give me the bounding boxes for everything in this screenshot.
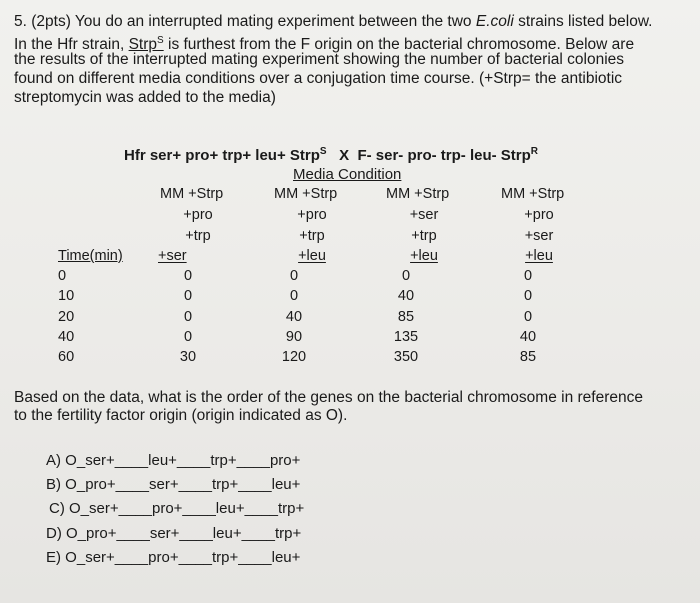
hfr-superscript: S [319,146,327,157]
value-cell-col-2: 40 [285,309,303,325]
answer-gene: ser+____ [89,500,152,517]
column-4-header-line-2: +pro [524,207,554,223]
answer-gene: pro+____ [85,476,149,493]
value-cell-col-2: 120 [281,349,307,365]
column-3-header-line-3: +trp [411,228,437,244]
answer-gene: ser+____ [85,549,149,566]
value-cell-col-4: 0 [523,268,533,284]
value-cell-col-1: 0 [183,268,193,284]
answer-letter: E) O_ [46,549,86,566]
answer-gene: trp+____ [211,549,272,566]
value-cell-col-2: 0 [289,288,299,304]
question-line-4: found on different media conditions over a conjugation time course. (+Strp= the antibiotic [14,70,623,87]
column-1-header-line-1: MM +Strp [160,186,224,202]
column-3-header-line-2: +ser [409,207,439,223]
cross-x: X [339,147,350,164]
answer-choice-c[interactable] [49,500,304,517]
answer-gene: pro+ [269,452,301,469]
column-1-header-line-4: +ser [158,248,187,264]
value-cell-col-1: 0 [183,288,193,304]
answer-gene: leu+ [271,476,301,493]
column-2-header-line-1: MM +Strp [274,186,338,202]
value-cell-col-3: 85 [397,309,415,325]
answer-gene: ser+____ [149,476,212,493]
answer-gene: trp+____ [211,476,272,493]
value-cell-col-3: 135 [393,329,419,345]
value-cell-col-4: 40 [519,329,537,345]
value-cell-col-4: 85 [519,349,537,365]
column-1-header-line-3: +trp [185,228,211,244]
column-2-header-line-4: +leu [298,248,326,264]
answer-gene: ser+____ [85,452,149,469]
value-cell-col-1: 0 [183,329,193,345]
column-2-header-line-3: +trp [299,228,325,244]
value-cell-col-2: 90 [285,329,303,345]
answer-letter: B) O_ [46,476,86,493]
column-3-header-line-4: +leu [410,248,438,264]
answer-gene: trp+ [277,500,305,517]
answer-gene: trp+____ [210,452,270,469]
time-cell: 0 [58,268,67,284]
hfr-strain: Hfr ser+ pro+ trp+ leu+ Strp [124,147,320,164]
cross-header [124,146,538,164]
time-cell: 60 [58,349,75,365]
value-cell-col-3: 350 [393,349,419,365]
f-strain: F- ser- pro- trp- leu- Strp [357,147,531,164]
answer-gene: trp+ [274,525,302,542]
answer-gene: pro+____ [86,525,150,542]
value-cell-col-1: 30 [179,349,197,365]
column-4-header-line-1: MM +Strp [501,186,565,202]
answer-choice-e[interactable] [46,549,300,566]
column-3-header-line-1: MM +Strp [386,186,450,202]
question-line-5: streptomycin was added to the media) [14,89,276,106]
answer-gene: pro+____ [148,549,212,566]
answer-gene: leu+____ [215,500,278,517]
column-4-header-line-4: +leu [525,248,553,264]
value-cell-col-3: 40 [397,288,415,304]
question-line-2: In the Hfr strain, Strp$^S$ is furthest from the F origin on the bacterial chromosome. Below are [14,35,635,53]
time-label: Time(min) [58,248,123,264]
value-cell-col-2: 0 [289,268,299,284]
value-cell-col-3: 0 [401,268,411,284]
time-cell: 10 [58,288,75,304]
answer-gene: leu+____ [212,525,275,542]
answer-gene: leu+ [271,549,301,566]
value-cell-col-4: 0 [523,288,533,304]
question-line-3: the results of the interrupted mating experiment showing the number of bacterial colonies [14,51,625,68]
column-1-header-line-2: +pro [183,207,213,223]
answer-gene: leu+____ [148,452,211,469]
media-condition-title: Media Condition [293,166,402,183]
question-line-1: 5. (2pts) You do an interrupted mating experiment between the two E.coli strains listed below. [14,13,653,30]
answer-letter: A) O_ [46,452,86,469]
answer-choice-b[interactable] [46,476,300,493]
prompt-line-1: Based on the data, what is the order of the genes on the bacterial chromosome in reference [14,389,643,406]
value-cell-col-4: 0 [523,309,533,325]
answer-choice-a[interactable] [46,452,300,469]
answer-gene: ser+____ [149,525,213,542]
column-4-header-line-3: +ser [524,228,554,244]
time-cell: 40 [58,329,75,345]
column-2-header-line-2: +pro [297,207,327,223]
f-superscript: R [530,146,539,157]
answer-choice-d[interactable] [46,525,301,542]
time-cell: 20 [58,309,75,325]
answer-letter: D) O_ [46,525,87,542]
value-cell-col-1: 0 [183,309,193,325]
prompt-line-2: to the fertility factor origin (origin indicated as O). [14,407,348,424]
answer-gene: pro+____ [151,500,216,517]
answer-letter: C) O_ [49,500,90,517]
